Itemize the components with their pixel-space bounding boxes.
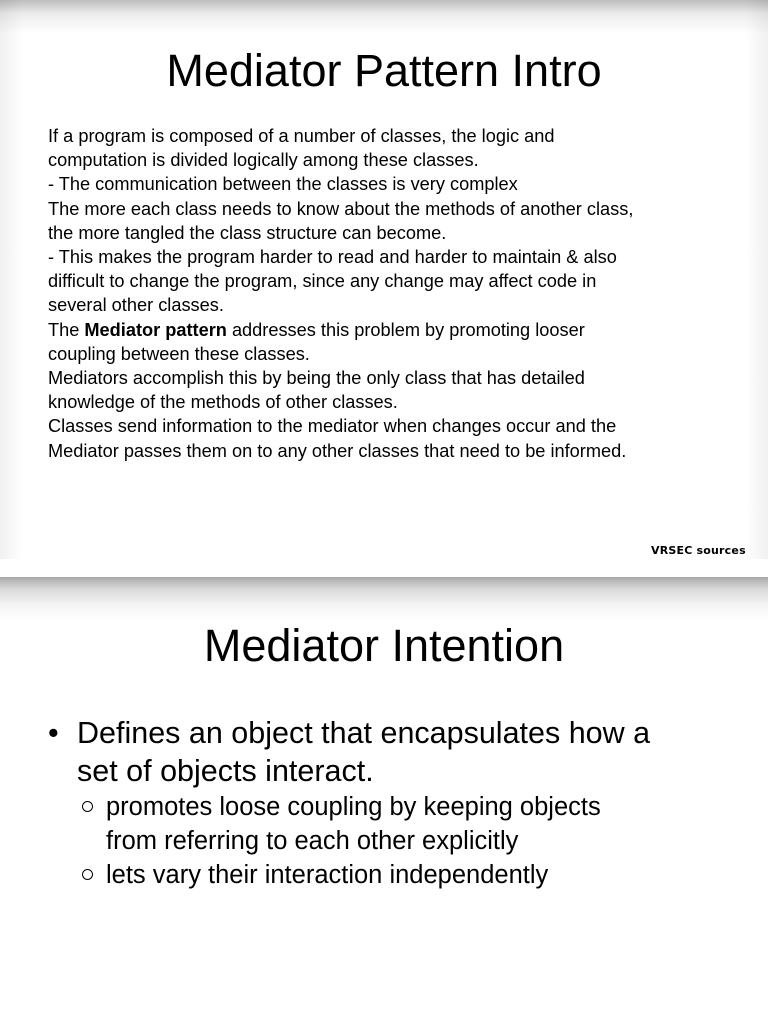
mediator-line-suffix: addresses this problem by promoting looser: [226, 319, 585, 340]
body-line: Classes send information to the mediator when changes occur and the: [48, 416, 617, 437]
body-line: Mediators accomplish this by being the only class that has detailed: [48, 368, 585, 389]
bullet-line: Defines an object that encapsulates how a: [77, 716, 651, 750]
slide-body-text: [48, 124, 748, 463]
sub-bullet-item: [48, 858, 748, 892]
slide-separator: [0, 559, 768, 577]
body-line: coupling between these classes.: [48, 343, 310, 364]
bullet-item: [48, 714, 748, 790]
body-line: knowledge of the methods of other classes.: [48, 392, 398, 413]
mediator-pattern-line: [48, 318, 748, 342]
body-line: the more tangled the class structure can become.: [48, 222, 447, 243]
sub-bullet-line: promotes loose coupling by keeping objects: [106, 793, 601, 821]
body-line: Mediator passes them on to any other classes that need to be informed.: [48, 440, 627, 461]
body-line: difficult to change the program, since any change may affect code in: [48, 271, 597, 292]
sub-bullet-line: lets vary their interaction independently: [106, 861, 549, 889]
slide-mediator-intention: [0, 577, 768, 1024]
slide-title: Mediator Intention: [203, 620, 565, 671]
body-line: - This makes the program harder to read and harder to maintain & also: [48, 247, 617, 268]
sub-bullet-item: [48, 790, 748, 858]
body-line: If a program is composed of a number of classes, the logic and: [48, 126, 555, 146]
body-line: several other classes.: [48, 295, 224, 316]
bullet-dot-icon: •: [48, 716, 59, 750]
body-line: The more each class needs to know about the methods of another class,: [48, 198, 634, 219]
source-credit: VRSEC sources: [651, 544, 746, 557]
hollow-circle-bullet-icon: [82, 801, 93, 812]
body-line: - The communication between the classes is very complex: [48, 174, 518, 195]
bullet-list: [48, 714, 748, 892]
sub-bullet-line: from referring to each other explicitly: [106, 827, 519, 855]
slide-title: Mediator Pattern Intro: [166, 45, 602, 96]
body-line: computation is divided logically among these classes.: [48, 150, 479, 171]
mediator-pattern-term: Mediator pattern: [84, 319, 227, 340]
mediator-line-prefix: The: [48, 319, 85, 340]
bullet-line: set of objects interact.: [77, 754, 374, 788]
hollow-circle-bullet-icon: [82, 869, 93, 880]
